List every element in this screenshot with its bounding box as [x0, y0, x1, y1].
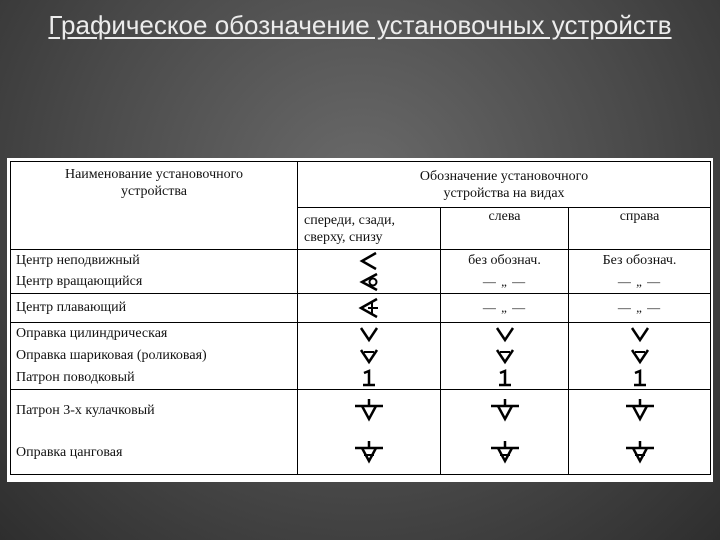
rotating-center-icon [298, 271, 441, 294]
three-jaw-chuck-right-icon [569, 390, 711, 433]
row-right: — „ — [569, 271, 711, 294]
mandrel-cylindrical-icon [298, 323, 441, 346]
row-right: — „ — [569, 294, 711, 323]
mandrel-ball-left-icon [441, 345, 569, 367]
row-left: без обознач. [441, 250, 569, 272]
slide-title: Графическое обозначение установочных устройств [48, 10, 672, 40]
driving-chuck-icon [298, 367, 441, 390]
driving-chuck-left-icon [441, 367, 569, 390]
driving-chuck-right-icon [569, 367, 711, 390]
row-left: — „ — [441, 294, 569, 323]
row-name: Оправка шариковая (роликовая) [11, 345, 298, 367]
symbols-table-panel [7, 158, 713, 482]
row-name: Центр плавающий [11, 294, 298, 323]
mandrel-ball-icon [298, 345, 441, 367]
fixed-center-icon [298, 250, 441, 272]
table-row [11, 250, 711, 272]
row-name: Оправка цилиндрическая [11, 323, 298, 346]
header-name: Наименование установочного устройства [11, 162, 298, 250]
collet-mandrel-left-icon [441, 432, 569, 475]
collet-mandrel-icon [298, 432, 441, 475]
three-jaw-chuck-icon [298, 390, 441, 433]
three-jaw-chuck-left-icon [441, 390, 569, 433]
floating-center-icon [298, 294, 441, 323]
mandrel-ball-right-icon [569, 345, 711, 367]
table-row [11, 323, 711, 346]
mandrel-cylindrical-right-icon [569, 323, 711, 346]
table-row [11, 345, 711, 367]
subheader-right: справа [569, 208, 711, 250]
subheader-front: спереди, сзади, сверху, снизу [298, 208, 441, 250]
table-row [11, 367, 711, 390]
collet-mandrel-right-icon [569, 432, 711, 475]
table-row [11, 271, 711, 294]
header-symbol: Обозначение установочного устройства на видах [298, 162, 711, 208]
row-right: Без обознач. [569, 250, 711, 272]
row-left: — „ — [441, 271, 569, 294]
mandrel-cylindrical-left-icon [441, 323, 569, 346]
table-row [11, 432, 711, 475]
table-row [11, 294, 711, 323]
subheader-left: слева [441, 208, 569, 250]
row-name: Патрон 3-х кулачковый [11, 390, 298, 433]
symbols-table [10, 161, 711, 475]
row-name: Центр вращающийся [11, 271, 298, 294]
row-name: Центр неподвижный [11, 250, 298, 272]
table-row [11, 390, 711, 433]
row-name: Патрон поводковый [11, 367, 298, 390]
row-name: Оправка цанговая [11, 432, 298, 475]
